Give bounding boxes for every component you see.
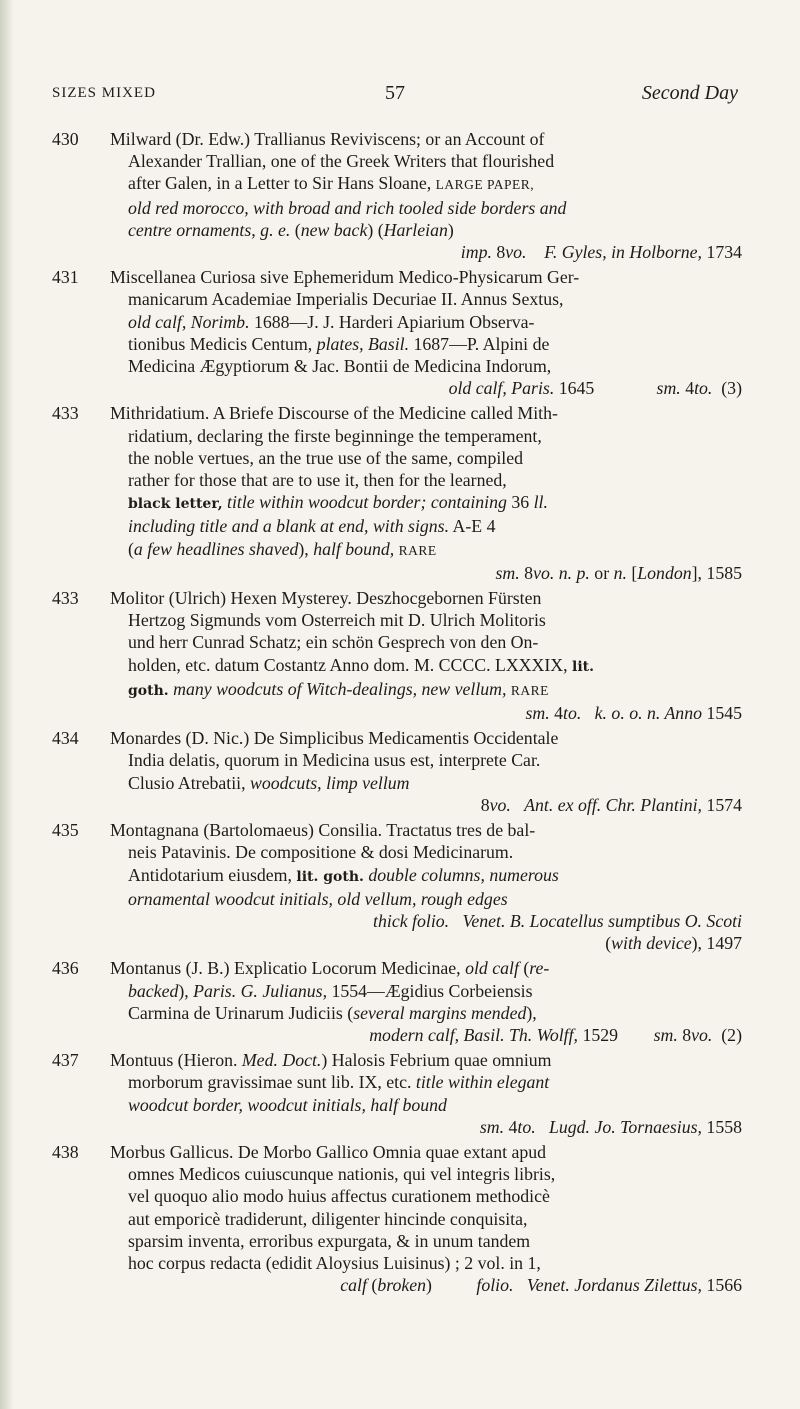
text-run: sparsim inventa, erroribus expurgata, & in unum tandem: [128, 1230, 531, 1251]
text-run: Molitor (Ulrich) Hexen Mysterey. Deszhocgebornen Fürsten: [110, 588, 542, 609]
text-run: Monardes (D. Nic.) De Simplicibus Medicamentis Occidentale: [110, 728, 559, 749]
text-run: to.: [694, 378, 713, 399]
catalogue-entry: [52, 128, 742, 263]
text-run: Montanus (J. B.) Explicatio Locorum Medicinae,: [110, 958, 466, 979]
text-run: or: [589, 562, 614, 583]
text-run: lit.: [572, 658, 594, 675]
text-run: (: [290, 219, 301, 240]
text-run: including title and a blank at end, with signs.: [128, 516, 450, 537]
entry-line: [110, 841, 742, 863]
text-run: Montagnana (Bartolomaeus) Consilia. Tractatus tres de bal-: [110, 820, 536, 841]
text-run: morborum gravissimae sunt lib. IX, etc.: [128, 1072, 416, 1093]
text-run: hoc corpus redacta (edidit Aloysius Luisinus) ; 2 vol. in 1,: [128, 1252, 541, 1273]
text-run: 36: [506, 492, 534, 513]
entry-line: [110, 333, 742, 355]
entry-line: [110, 469, 742, 491]
text-run: several margins mended: [353, 1002, 527, 1023]
text-run: a few headlines shaved: [133, 538, 299, 559]
lot-number: 437: [52, 1050, 79, 1071]
text-run: [581, 703, 594, 723]
text-run: thick folio.: [373, 910, 450, 931]
entry-line: [110, 311, 742, 333]
text-run: A-E 4: [449, 516, 496, 537]
text-run: broken: [377, 1275, 427, 1296]
text-run: Antidotarium eiusdem,: [128, 864, 297, 885]
entry-line: [110, 1141, 742, 1163]
entry-line: [110, 772, 742, 794]
entry-line: [110, 957, 742, 979]
text-run: Venet. B. Locatellus sumptibus O. Scoti: [462, 910, 742, 931]
catalogue-entry: [52, 819, 742, 954]
text-run: ) Halosis Febrium quae omnium: [321, 1050, 552, 1071]
text-run: vo.: [489, 794, 511, 815]
entry-line: [110, 587, 742, 609]
text-run: 4: [549, 703, 564, 724]
entry-line: [110, 980, 742, 1002]
text-run: RARE: [510, 682, 549, 698]
catalogue-entries: [52, 128, 742, 1299]
text-run: ),: [178, 980, 194, 1001]
text-run: (: [366, 1275, 378, 1296]
entry-line: [110, 888, 742, 910]
text-run: woodcut border, woodcut initials, half bound: [128, 1094, 447, 1115]
text-run: goth.: [128, 682, 169, 699]
entry-line: [110, 794, 742, 816]
entry-line: [110, 864, 742, 888]
text-run: woodcuts, limp vellum: [250, 772, 410, 793]
text-run: 1554—Ægidius Corbeiensis: [327, 980, 533, 1001]
text-run: ): [447, 219, 454, 240]
text-run: [432, 1275, 476, 1295]
entry-line: [110, 197, 742, 219]
entry-line: [110, 910, 742, 932]
text-run: tionibus Medicis Centum,: [128, 333, 317, 354]
text-run: old calf: [465, 958, 519, 979]
text-run: [511, 795, 524, 815]
text-run: F. Gyles, in Holborne,: [544, 242, 702, 263]
text-run: Morbus Gallicus. De Morbo Gallico Omnia quae extant apud: [110, 1141, 547, 1162]
text-run: neis Patavinis. De compositione & dosi Medicinarum.: [128, 842, 514, 863]
text-run: (: [605, 933, 612, 954]
text-run: London: [637, 562, 692, 583]
text-run: [526, 242, 544, 262]
text-run: Medicina Ægyptiorum & Jac. Bontii de Medicina Indorum,: [128, 356, 552, 377]
text-run: ridatium, declaring the firste beginninge the temperament,: [128, 425, 542, 446]
entry-line: [110, 425, 742, 447]
text-run: aut emporicè tradiderunt, diligenter hincinde conquisita,: [128, 1208, 528, 1229]
lot-number: 431: [52, 267, 79, 288]
text-run: Miscellanea Curiosa sive Ephemeridum Medico-Physicarum Ger-: [110, 267, 580, 288]
entry-line: [110, 819, 742, 841]
text-run: (: [128, 538, 134, 559]
entry-line: [110, 1024, 742, 1046]
text-run: vo.: [505, 242, 527, 263]
text-run: old calf, Paris.: [448, 378, 555, 399]
entry-line: [110, 538, 742, 562]
entry-line: [110, 1071, 742, 1093]
text-run: [594, 378, 656, 398]
text-run: k. o. o. n. Anno: [594, 703, 702, 724]
text-run: ) (: [367, 219, 384, 240]
catalogue-entry: [52, 402, 742, 584]
catalogue-entry: [52, 266, 742, 399]
text-run: lit. goth.: [296, 868, 364, 885]
text-run: 1566: [701, 1275, 742, 1296]
text-run: with device: [611, 933, 692, 954]
text-run: Milward (Dr. Edw.) Trallianus Reviviscens; or an Account of: [110, 129, 545, 149]
text-run: title within woodcut border; containing: [227, 492, 507, 513]
text-run: 1545: [701, 703, 742, 724]
catalogue-entry: [52, 1049, 742, 1138]
entry-line: [110, 266, 742, 288]
text-run: Hertzog Sigmunds vom Osterreich mit D. Ulrich Molitoris: [128, 610, 546, 631]
text-run: many woodcuts of Witch-dealings, new vellum,: [173, 678, 507, 699]
entry-line: [110, 491, 742, 515]
text-run: Harleian: [383, 219, 448, 240]
page-header: [52, 82, 738, 106]
text-run: Lugd. Jo. Tornaesius,: [549, 1116, 702, 1137]
text-run: sm.: [495, 562, 520, 583]
text-run: after Galen, in a Letter to Sir Hans Sloane,: [128, 173, 436, 194]
entry-line: [110, 1163, 742, 1185]
text-run: new back: [300, 219, 368, 240]
text-run: ), 1497: [691, 933, 742, 954]
entry-line: [110, 172, 742, 196]
text-run: manicarum Academiae Imperialis Decuriae II. Annus Sextus,: [128, 289, 564, 310]
text-run: rather for those that are to use it, then for the learned,: [128, 470, 507, 491]
entry-line: [110, 609, 742, 631]
lot-number: 436: [52, 958, 79, 979]
text-run: Paris. G. Julianus,: [193, 980, 328, 1001]
entry-line: [110, 727, 742, 749]
text-run: ornamental woodcut initials, old vellum, rough edges: [128, 888, 508, 909]
page-edge-shadow: [0, 0, 14, 1409]
text-run: LARGE PAPER,: [435, 177, 535, 193]
text-run: old calf, Norimb.: [128, 311, 250, 332]
text-run: re-: [529, 958, 550, 979]
lot-number: 433: [52, 403, 79, 424]
text-run: to.: [563, 703, 582, 724]
entry-line: [110, 355, 742, 377]
text-run: 1645: [554, 378, 595, 399]
entry-line: [110, 654, 742, 678]
text-run: ),: [298, 538, 314, 559]
text-run: 8: [480, 794, 490, 815]
entry-line: [110, 241, 742, 263]
entry-line: [110, 1002, 742, 1024]
text-run: 8: [519, 562, 534, 583]
entry-line: [110, 288, 742, 310]
text-run: backed: [128, 980, 179, 1001]
text-run: vo. n. p.: [533, 562, 590, 583]
text-run: Venet. Jordanus Zilettus,: [526, 1275, 702, 1296]
text-run: 1688—J. J. Harderi Apiarium Observa-: [249, 311, 535, 332]
entry-line: [110, 702, 742, 724]
text-run: Carmina de Urinarum Judiciis (: [128, 1002, 354, 1023]
text-run: folio.: [476, 1275, 514, 1296]
text-run: the noble vertues, an the true use of the same, compiled: [128, 447, 524, 468]
text-run: (: [518, 958, 530, 979]
text-run: 1529: [578, 1024, 619, 1045]
text-run: vel quoquo alio modo huius affectus curationem methodicè: [128, 1186, 550, 1207]
entry-line: [110, 1049, 742, 1071]
text-run: imp.: [460, 242, 492, 263]
entry-line: [110, 377, 742, 399]
header-section-title: SIZES MIXED: [52, 85, 156, 101]
text-run: ): [426, 1275, 432, 1296]
text-run: to.: [517, 1116, 536, 1137]
page-number: 57: [385, 82, 405, 104]
text-run: 4: [504, 1116, 518, 1137]
text-run: vo.: [691, 1024, 713, 1045]
text-run: Montuus (Hieron.: [110, 1050, 242, 1071]
text-run: old red morocco, with broad and rich tooled side borders and: [128, 197, 567, 218]
entry-line: [110, 562, 742, 584]
catalogue-entry: [52, 1141, 742, 1296]
text-run: plates, Basil.: [316, 333, 410, 354]
entry-line: [110, 219, 742, 241]
text-run: Clusio Atrebatii,: [128, 772, 250, 793]
entry-line: [110, 447, 742, 469]
text-run: sm.: [653, 1024, 678, 1045]
entry-line: [110, 402, 742, 424]
text-run: modern calf, Basil. Th. Wolff,: [369, 1024, 578, 1045]
entry-line: [110, 1230, 742, 1252]
text-run: [513, 1275, 526, 1295]
text-run: ], 1585: [691, 562, 742, 583]
text-run: 1734: [701, 242, 742, 263]
text-run: 1687—P. Alpini de: [409, 333, 550, 354]
entry-line: [110, 678, 742, 702]
text-run: ll.: [533, 492, 548, 513]
text-run: 1574: [701, 794, 742, 815]
text-run: half bound,: [313, 538, 395, 559]
entry-line: [110, 1094, 742, 1116]
lot-number: 435: [52, 820, 79, 841]
text-run: [536, 1117, 549, 1137]
entry-line: [110, 150, 742, 172]
text-run: 4: [680, 378, 695, 399]
entry-line: [110, 749, 742, 771]
catalogue-entry: [52, 587, 742, 724]
lot-number: 438: [52, 1141, 79, 1162]
text-run: RARE: [398, 542, 437, 558]
text-run: (3): [712, 378, 742, 399]
text-run: black letter,: [128, 496, 223, 513]
text-run: omnes Medicos cuiuscunque nationis, qui vel integris libris,: [128, 1164, 556, 1185]
entry-line: [110, 1274, 742, 1296]
text-run: holden, etc. datum Costantz Anno dom. M. CCCC. LXXXIX,: [128, 654, 573, 675]
entry-line: [110, 1208, 742, 1230]
text-run: und herr Cunrad Schatz; ein schön Gesprech von den On-: [128, 632, 539, 653]
text-run: sm.: [525, 703, 550, 724]
catalogue-entry: [52, 727, 742, 816]
text-run: n.: [613, 562, 627, 583]
text-run: title within elegant: [415, 1072, 550, 1093]
text-run: calf: [340, 1275, 367, 1296]
entry-line: [110, 1252, 742, 1274]
text-run: (2): [712, 1024, 742, 1045]
text-run: Mithridatium. A Briefe Discourse of the Medicine called Mith-: [110, 403, 558, 424]
text-run: double columns, numerous: [368, 864, 559, 885]
lot-number: 433: [52, 588, 79, 609]
text-run: Ant. ex off. Chr. Plantini,: [524, 794, 702, 815]
lot-number: 434: [52, 728, 79, 749]
text-run: [: [626, 562, 638, 583]
lot-number: 430: [52, 129, 79, 149]
entry-line: [110, 1185, 742, 1207]
entry-line: [110, 128, 742, 150]
text-run: 8: [491, 242, 506, 263]
text-run: 8: [677, 1024, 692, 1045]
text-run: sm.: [479, 1116, 505, 1137]
text-run: [449, 911, 462, 931]
catalogue-entry: [52, 957, 742, 1046]
text-run: ),: [526, 1002, 537, 1023]
text-run: Alexander Trallian, one of the Greek Writers that flourished: [128, 151, 555, 172]
text-run: Med. Doct.: [241, 1050, 322, 1071]
text-run: centre ornaments, g. e.: [128, 219, 291, 240]
entry-line: [110, 1116, 742, 1138]
entry-line: [110, 515, 742, 537]
text-run: [618, 1025, 654, 1045]
text-run: India delatis, quorum in Medicina usus est, interprete Car.: [128, 750, 541, 771]
entry-line: [110, 631, 742, 653]
text-run: 1558: [701, 1116, 742, 1137]
header-day-title: Second Day: [641, 82, 738, 104]
entry-line: [110, 932, 742, 954]
text-run: sm.: [656, 378, 681, 399]
